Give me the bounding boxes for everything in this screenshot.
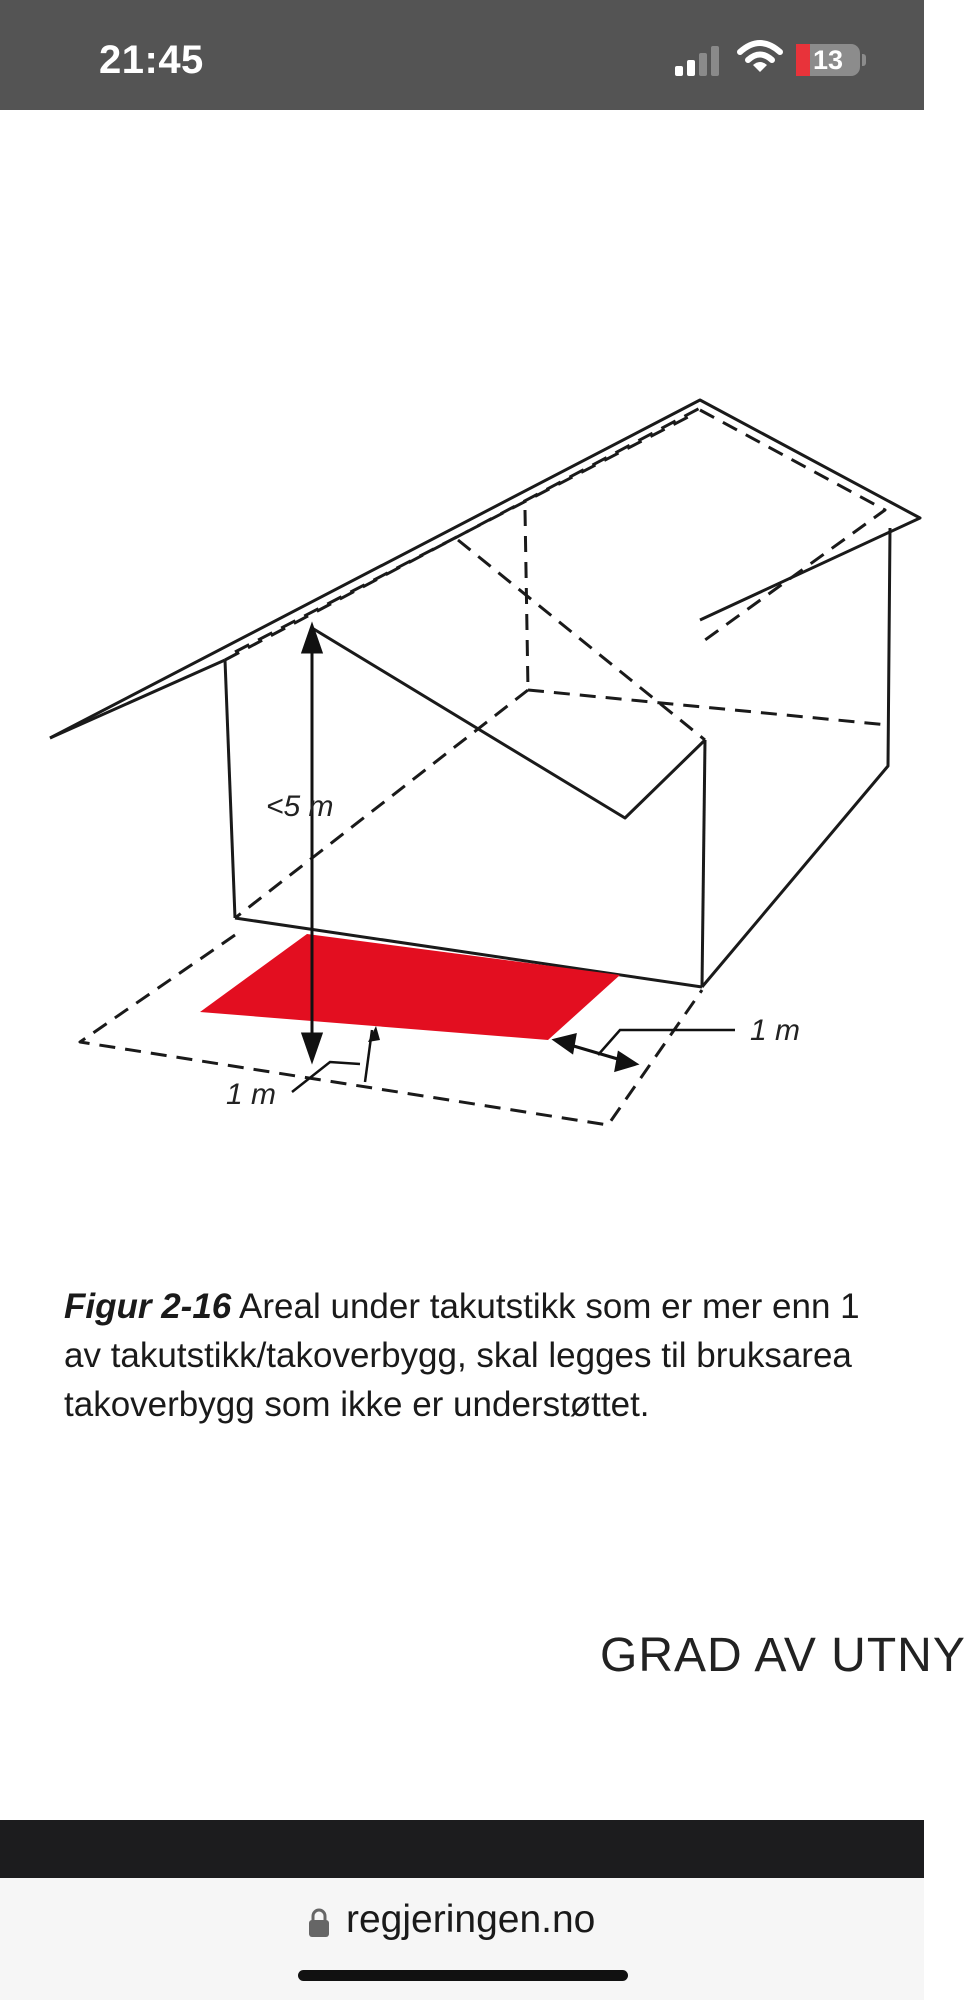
left-overhang-label: 1 m bbox=[226, 1078, 277, 1111]
height-arrow-bottom bbox=[303, 1034, 321, 1060]
left-dim-leader bbox=[292, 1062, 360, 1092]
ridge-dashed bbox=[225, 408, 700, 660]
inner-dashed-base bbox=[528, 690, 888, 725]
inner-dashed-diagonal bbox=[458, 540, 705, 740]
gable bbox=[312, 628, 705, 818]
figure-drawing bbox=[0, 390, 924, 1130]
right-dim-arrowhead-right bbox=[616, 1053, 636, 1070]
roof-overhang-figure bbox=[0, 390, 924, 1130]
height-arrow-top bbox=[303, 626, 321, 652]
figure-caption bbox=[64, 1282, 924, 1429]
battery-icon bbox=[796, 44, 860, 76]
home-indicator[interactable] bbox=[298, 1970, 628, 1981]
inner-dashed-vertical bbox=[525, 510, 528, 690]
caption-label: Figur 2-16 bbox=[64, 1287, 232, 1326]
battery-nub bbox=[862, 54, 866, 66]
roof-outline bbox=[50, 400, 920, 738]
caption-line-3: takoverbygg som ikke er understøttet. bbox=[64, 1385, 650, 1424]
height-label: <5 m bbox=[266, 790, 334, 823]
url-text[interactable]: regjeringen.no bbox=[346, 1898, 596, 1941]
house-corner bbox=[702, 740, 705, 987]
caption-line-2: av takutstikk/takoverbygg, skal legges til bruksarea bbox=[64, 1336, 852, 1375]
caption-text-1: Areal under takutstikk som er mer enn 1 bbox=[231, 1287, 860, 1326]
clock: 21:45 bbox=[99, 38, 204, 82]
right-dim-arrowhead-left bbox=[555, 1035, 575, 1052]
left-dim-arrowhead bbox=[368, 1026, 380, 1042]
roof-left-edge bbox=[50, 660, 225, 738]
caption-line-1 bbox=[64, 1282, 924, 1331]
status-bar bbox=[0, 0, 924, 110]
wifi-icon bbox=[738, 40, 782, 74]
right-wall bbox=[702, 528, 890, 987]
highlighted-area bbox=[200, 934, 620, 1040]
browser-toolbar bbox=[0, 1820, 924, 1878]
lock-icon bbox=[308, 1908, 330, 1938]
battery-level: 13 bbox=[812, 45, 844, 75]
front-wall-left bbox=[225, 660, 235, 918]
right-overhang-label: 1 m bbox=[750, 1014, 801, 1047]
section-heading: GRAD AV UTNY bbox=[600, 1629, 966, 1682]
signal-icon bbox=[675, 46, 723, 76]
